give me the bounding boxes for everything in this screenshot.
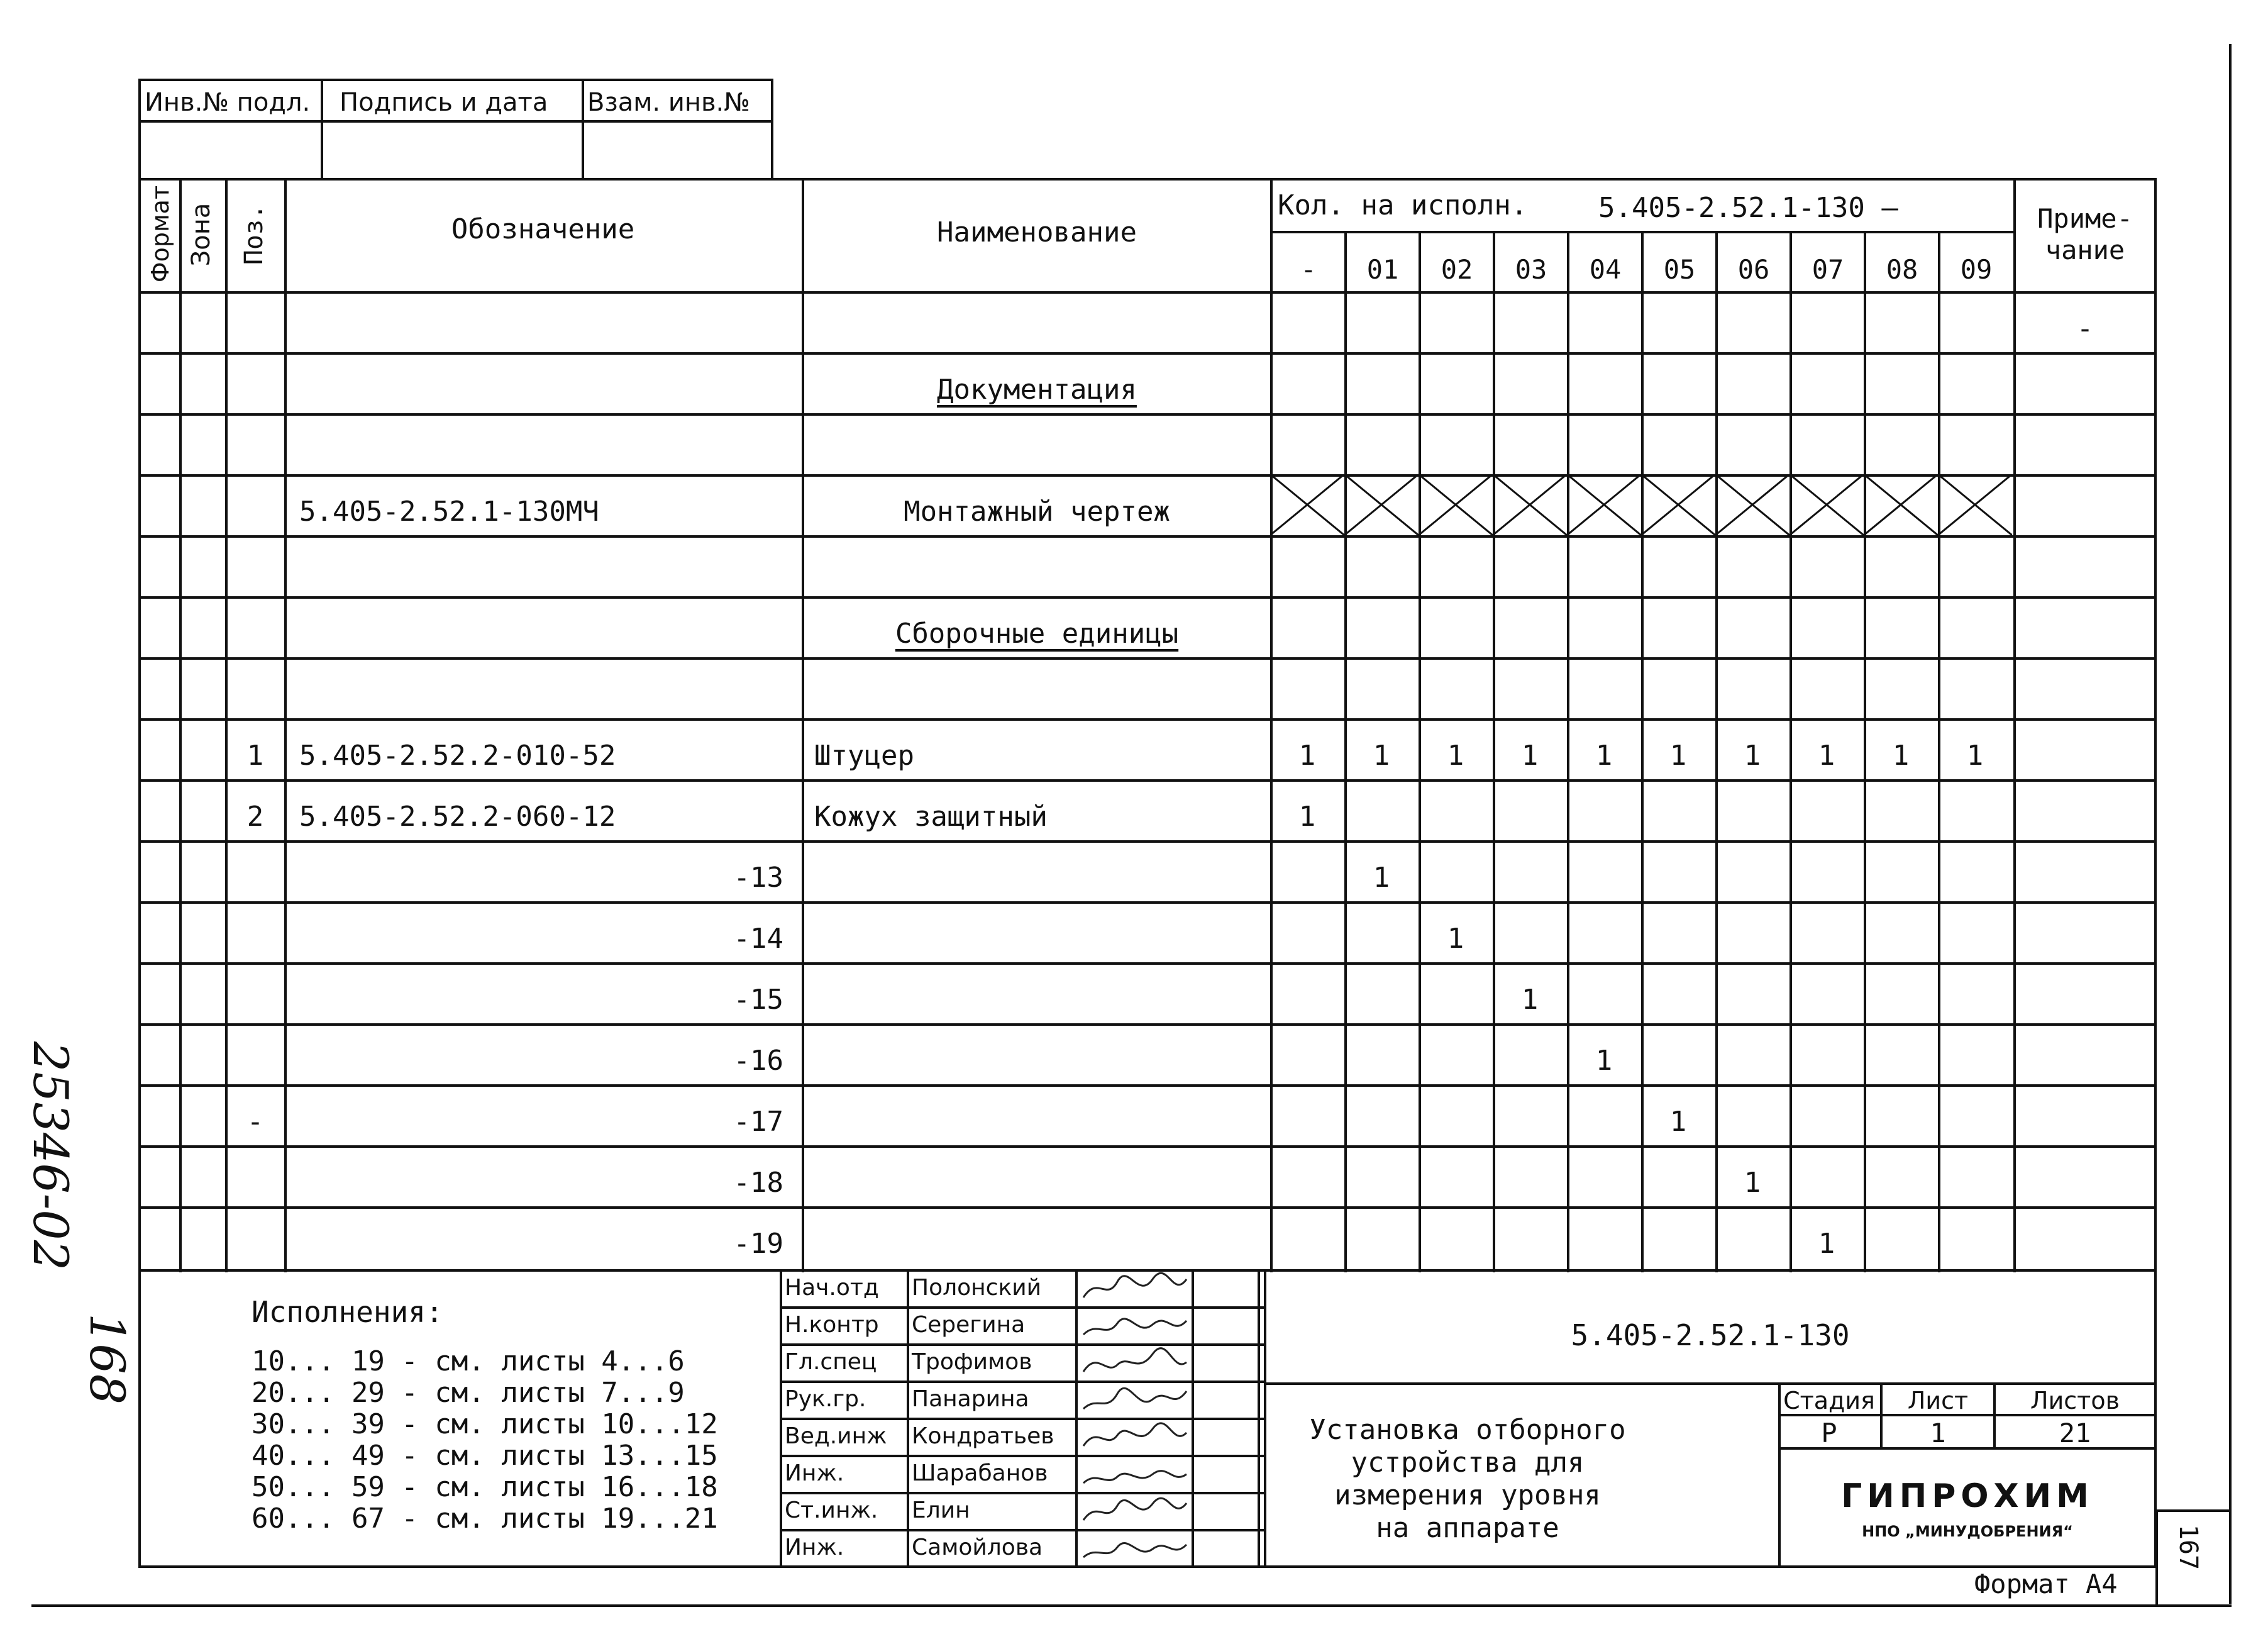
cross-mark-icon (1567, 474, 1641, 535)
handwritten-signature-icon (1078, 1418, 1192, 1455)
qty-cell: 1 (1298, 801, 1316, 833)
handwritten-signature-icon (1078, 1306, 1192, 1343)
qty-cell: 1 (1373, 862, 1390, 894)
variant-header: 08 (1886, 254, 1918, 285)
signature-role: Рук.гр. (785, 1386, 866, 1412)
variant-header: 03 (1515, 254, 1547, 285)
sheets-label: Листов (2030, 1387, 2120, 1414)
doc-code: 5.405-2.52.1-130 (1571, 1318, 1850, 1352)
ispolneniya-line: 50... 59 - см. листы 16...18 (252, 1471, 718, 1503)
row-line (138, 596, 2157, 599)
row-oboznachenie: -15 (733, 984, 783, 1016)
variant-header: 07 (1812, 254, 1844, 285)
row-line (138, 901, 2157, 904)
row-oboznachenie: -14 (733, 923, 783, 955)
signature-role: Инж. (785, 1460, 844, 1486)
row-line (138, 962, 2157, 965)
qty-cell: 1 (1595, 1045, 1613, 1077)
row-poz: 1 (246, 740, 264, 772)
header-format: Формат (147, 185, 174, 283)
row-note: - (2076, 313, 2094, 345)
row-oboznachenie: 5.405-2.52.2-060-12 (299, 801, 616, 833)
signature-name: Полонский (912, 1275, 1041, 1301)
signature-name: Панарина (912, 1386, 1029, 1412)
row-line (138, 657, 2157, 660)
row-line (138, 1145, 2157, 1148)
top-stamp (138, 79, 773, 179)
variant-header: 04 (1589, 254, 1622, 285)
ispolneniya-title: Исполнения: (252, 1295, 443, 1329)
row-naimenovanie: Документация (937, 374, 1137, 406)
row-oboznachenie: -16 (733, 1045, 783, 1077)
cross-mark-icon (1344, 474, 1419, 535)
cross-mark-icon (1715, 474, 1790, 535)
signature-role: Инж. (785, 1535, 844, 1560)
row-oboznachenie: -19 (733, 1228, 783, 1260)
signature-name: Елин (912, 1497, 970, 1523)
qty-cell: 1 (1373, 740, 1390, 772)
stamp-inv-podl: Инв.№ подл. (145, 88, 311, 117)
handwritten-signature-icon (1078, 1343, 1192, 1381)
qty-cell: 1 (1447, 923, 1464, 955)
qty-cell: 1 (1744, 1167, 1761, 1199)
sheets-value: 21 (2059, 1418, 2091, 1448)
ispolneniya-line: 40... 49 - см. листы 13...15 (252, 1440, 718, 1472)
org-sub: НПО „МИНУДОБРЕНИЯ“ (1862, 1523, 2073, 1540)
variant-header: 09 (1960, 254, 1993, 285)
header-oboznachenie: Обозначение (451, 213, 635, 245)
qty-cell: 1 (1669, 740, 1687, 772)
cross-mark-icon (1641, 474, 1715, 535)
stage-label: Стадия (1783, 1387, 1875, 1414)
header-kol-label: Кол. на исполн. (1278, 189, 1528, 221)
cross-mark-icon (1270, 474, 1344, 535)
header-naimenovanie: Наименование (937, 216, 1137, 248)
variant-header: 06 (1737, 254, 1770, 285)
row-poz: - (246, 1106, 264, 1138)
variant-header: 02 (1441, 254, 1473, 285)
sheet-label: Лист (1907, 1387, 1969, 1414)
row-oboznachenie: -18 (733, 1167, 783, 1199)
cross-mark-icon (1864, 474, 1938, 535)
handwritten-signature-icon (1078, 1381, 1192, 1418)
signature-name: Самойлова (912, 1535, 1043, 1560)
bottom-block (138, 1269, 2157, 1568)
header-zona: Зона (187, 203, 216, 267)
margin-doc-number: 25346-02 (23, 1041, 79, 1271)
signature-role: Н.контр (785, 1312, 879, 1338)
cross-mark-icon (1938, 474, 2012, 535)
row-line (138, 535, 2157, 538)
cross-mark-icon (1493, 474, 1567, 535)
qty-cell: 1 (1521, 984, 1539, 1016)
row-line (138, 1023, 2157, 1026)
margin-page-number: 168 (79, 1313, 135, 1405)
header-poz: Поз. (240, 204, 268, 265)
row-oboznachenie: 5.405-2.52.2-010-52 (299, 740, 616, 772)
qty-cell: 1 (1669, 1106, 1687, 1138)
sheet-value: 1 (1930, 1418, 1946, 1448)
row-naimenovanie: Монтажный чертеж (904, 496, 1170, 528)
row-oboznachenie: -13 (733, 862, 783, 894)
qty-cell: 1 (1521, 740, 1539, 772)
handwritten-signature-icon (1078, 1492, 1192, 1529)
row-line (138, 779, 2157, 782)
ispolneniya-line: 30... 39 - см. листы 10...12 (252, 1408, 718, 1440)
row-naimenovanie: Штуцер (814, 740, 914, 772)
qty-cell: 1 (1966, 740, 1984, 772)
stamp-vzam-inv: Взам. инв.№ (587, 88, 750, 117)
signature-name: Шарабанов (912, 1460, 1048, 1486)
variant-header: 05 (1663, 254, 1696, 285)
variant-header: 01 (1366, 254, 1399, 285)
row-line (138, 840, 2157, 843)
qty-cell: 1 (1744, 740, 1761, 772)
signature-role: Вед.инж (785, 1423, 887, 1449)
stage-value: Р (1821, 1418, 1837, 1448)
signature-name: Серегина (912, 1312, 1026, 1338)
row-line (138, 1084, 2157, 1087)
qty-cell: 1 (1818, 740, 1835, 772)
cross-mark-icon (1419, 474, 1493, 535)
qty-cell: 1 (1447, 740, 1464, 772)
doc-title: Установка отборного устройства для измерения уровня на аппарате (1309, 1414, 1626, 1544)
format-label: Формат А4 (1974, 1569, 2118, 1599)
signature-name: Кондратьев (912, 1423, 1054, 1449)
qty-cell: 1 (1892, 740, 1910, 772)
row-poz: 2 (246, 801, 264, 833)
outer-right-border (2229, 44, 2232, 1604)
ispolneniya-line: 10... 19 - см. листы 4...6 (252, 1345, 685, 1377)
qty-cell: 1 (1818, 1228, 1835, 1260)
row-line (138, 718, 2157, 721)
row-line (138, 1206, 2157, 1209)
qty-cell: 1 (1298, 740, 1316, 772)
row-oboznachenie: -17 (733, 1106, 783, 1138)
signature-role: Гл.спец (785, 1349, 877, 1375)
handwritten-signature-icon (1078, 1269, 1192, 1306)
header-primechanie: Приме- чание (2037, 203, 2133, 266)
spec-table (138, 178, 2157, 1272)
header-kol-code: 5.405-2.52.1-130 — (1598, 192, 1898, 224)
ispolneniya-line: 20... 29 - см. листы 7...9 (252, 1377, 685, 1409)
row-naimenovanie: Кожух защитный (814, 801, 1048, 833)
qty-cell: 1 (1595, 740, 1613, 772)
handwritten-signature-icon (1078, 1529, 1192, 1566)
ispolneniya-line: 60... 67 - см. листы 19...21 (252, 1503, 718, 1535)
row-line (138, 413, 2157, 416)
row-oboznachenie: 5.405-2.52.1-130МЧ (299, 496, 599, 528)
signature-name: Трофимов (912, 1349, 1032, 1375)
row-line (138, 352, 2157, 355)
org-name: ГИПРОХИМ (1841, 1477, 2094, 1515)
row-naimenovanie: Сборочные единицы (895, 618, 1179, 650)
cross-mark-icon (1790, 474, 1864, 535)
variant-header: - (1300, 254, 1317, 285)
signature-role: Ст.инж. (785, 1497, 878, 1523)
outer-bottom-border (31, 1604, 2232, 1607)
handwritten-signature-icon (1078, 1455, 1192, 1492)
stamp-podpis-data: Подпись и дата (340, 88, 548, 117)
signature-role: Нач.отд (785, 1275, 879, 1301)
page-number: 167 (2174, 1524, 2203, 1570)
